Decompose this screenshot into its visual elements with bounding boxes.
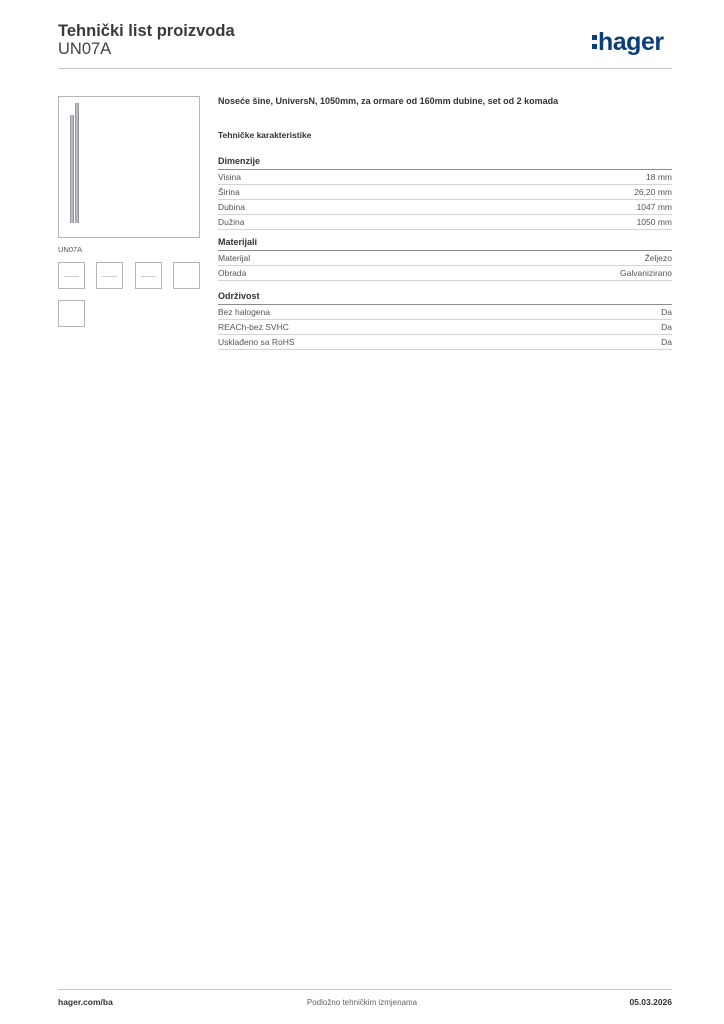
spec-row [218, 266, 672, 281]
footer-date: 05.03.2026 [629, 997, 672, 1007]
spec-row [218, 200, 672, 215]
spec-group-sustainability [218, 291, 672, 350]
spec-value: 1050 mm [636, 217, 672, 227]
spec-group-dimensions [218, 156, 672, 230]
spec-label: Obrada [218, 268, 247, 278]
spec-label: REACh-bez SVHC [218, 322, 289, 332]
spec-value: Da [661, 337, 672, 347]
spec-value: Da [661, 307, 672, 317]
footer-website-link[interactable]: hager.com/ba [58, 997, 113, 1007]
spec-group-materials [218, 237, 672, 281]
footer-divider [58, 989, 672, 990]
product-image[interactable] [58, 96, 200, 238]
spec-value: Da [661, 322, 672, 332]
spec-label: Bez halogena [218, 307, 270, 317]
hager-logo[interactable] [592, 28, 664, 57]
thumbnail-4[interactable] [173, 262, 200, 289]
spec-row [218, 320, 672, 335]
thumbnail-3[interactable] [135, 262, 162, 289]
spec-row [218, 305, 672, 320]
spec-value: 18 mm [646, 172, 672, 182]
header-divider [58, 68, 672, 69]
specs-section-title: Tehničke karakteristike [218, 130, 312, 140]
logo-dots-icon [592, 30, 597, 52]
spec-group-title: Održivost [218, 291, 672, 305]
spec-value: Galvanizirano [620, 268, 672, 278]
rail-image-right [75, 103, 79, 223]
rail-image-left [70, 115, 74, 223]
spec-group-title: Dimenzije [218, 156, 672, 170]
spec-row [218, 185, 672, 200]
thumbnail-2[interactable] [96, 262, 123, 289]
spec-value: 26,20 mm [634, 187, 672, 197]
spec-row [218, 251, 672, 266]
document-title: Tehnički list proizvoda [58, 22, 235, 40]
spec-row [218, 335, 672, 350]
spec-value: 1047 mm [636, 202, 672, 212]
product-code: UN07A [58, 40, 112, 58]
spec-row [218, 170, 672, 185]
thumbnail-5[interactable] [58, 300, 85, 327]
thumbnail-1[interactable] [58, 262, 85, 289]
spec-label: Širina [218, 187, 240, 197]
product-image-label: UN07A [58, 245, 83, 254]
spec-label: Dužina [218, 217, 245, 227]
spec-value: Željezo [644, 253, 672, 263]
spec-label: Usklađeno sa RoHS [218, 337, 295, 347]
spec-row [218, 215, 672, 230]
product-description: Noseće šine, UniversN, 1050mm, za ormare od 160mm dubine, set od 2 komada [218, 96, 559, 106]
spec-group-title: Materijali [218, 237, 672, 251]
footer-notice: Podložno tehničkim izmjenama [306, 998, 418, 1007]
logo-text: hager [598, 28, 664, 56]
spec-label: Visina [218, 172, 241, 182]
spec-label: Materijal [218, 253, 251, 263]
spec-label: Dubina [218, 202, 245, 212]
